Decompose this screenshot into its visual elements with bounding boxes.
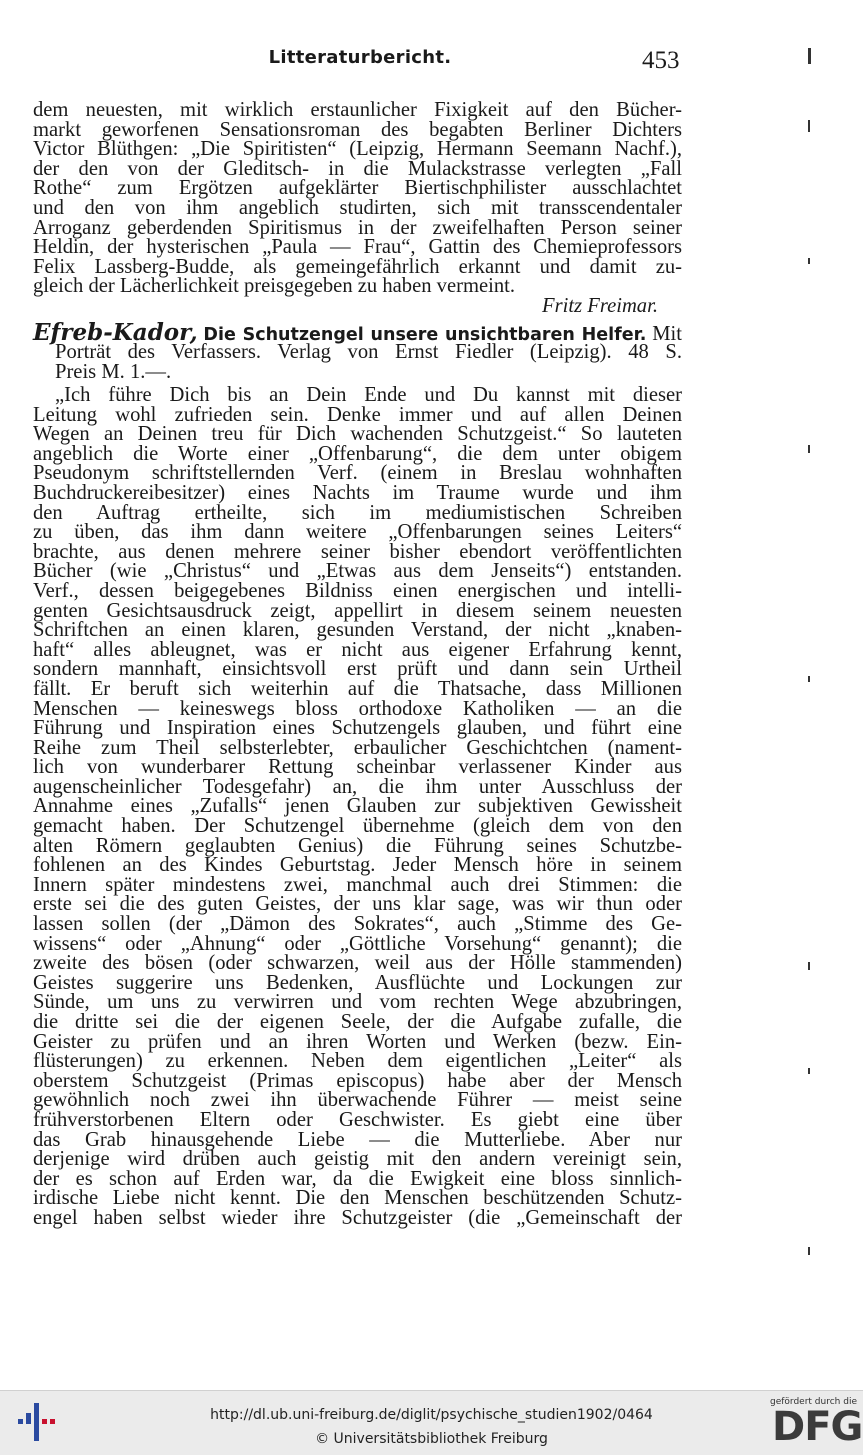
text-line: Annahme eines „Zufalls“ jenen Glauben zur subjektiven Gewissheit — [33, 795, 682, 818]
text-line: lich von wunderbarer Rettung scheinbar verlassener Kinder aus — [33, 756, 682, 779]
margin-mark — [808, 258, 810, 264]
text-line: Felix Lassberg-Budde, als gemeingefährlich erkannt und damit zu- — [33, 255, 682, 278]
text-line: Heldin, der hysterischen „Paula — Frau“, Gattin des Chemieprofessors — [33, 236, 682, 259]
running-header: Litteraturbericht. — [268, 47, 452, 68]
text-line: flüsterungen) zu erkennen. Neben dem eigentlichen „Leiter“ als — [33, 1050, 682, 1073]
reviewer-signature: Fritz Freimar. — [542, 294, 658, 317]
text-line: Wegen an Deinen treu für Dich wachenden Schutzgeist.“ So lauteten — [33, 423, 682, 446]
review-1 — [33, 101, 682, 317]
source-url-link[interactable]: http://dl.ub.uni-freiburg.de/diglit/psychische_studien1902/0464 — [210, 1407, 653, 1423]
entry-heading-line — [33, 319, 683, 346]
entry-price-line: Preis M. 1.—. — [55, 360, 172, 383]
text-line: haft“ alles ableugnet, was er nicht aus eigener Erfahrung kennt, — [33, 638, 682, 661]
dfg-caption: gefördert durch die — [770, 1397, 857, 1407]
text-line: augenscheinlicher Todesgefahr) an, die ihm unter Ausschluss der — [33, 775, 682, 798]
text-line: Schriftchen an einen klaren, gesunden Verstand, der nicht „knaben- — [33, 619, 682, 642]
margin-mark — [808, 1247, 810, 1255]
text-line: oberstem Schutzgeist (Primas episcopus) habe aber der Mensch — [33, 1069, 682, 1092]
text-line: Arroganz geberdenden Spiritismus in der zweifelhaften Person seiner — [33, 216, 682, 239]
text-line: engel haben selbst wieder ihre Schutzgeister (die „Gemeinschaft der — [33, 1206, 682, 1229]
text-line: genten Gesichtsausdruck zeigt, appellirt in diesem seinem neuesten — [33, 599, 682, 622]
margin-mark — [808, 1068, 810, 1074]
text-line: Innern später mindestens zwei, manchmal auch drei Stimmen: die — [33, 873, 682, 896]
text-line: das Grab hinausgehende Liebe — die Mutterliebe. Aber nur — [33, 1128, 682, 1151]
text-line: der es schon auf Erden war, da die Ewigkeit eine bloss sinnlich- — [33, 1167, 682, 1190]
entry-author: Efreb-Kador, — [33, 319, 198, 346]
text-line: lassen sollen (der „Dämon des Sokrates“, auch „Stimme des Ge- — [33, 913, 682, 936]
text-line: sondern mannhaft, einsichtsvoll erst prüft und dann sein Urtheil — [33, 658, 682, 681]
copyright-notice: © Universitätsbibliothek Freiburg — [315, 1431, 548, 1447]
text-line: zweite des bösen (oder schwarzen, weil aus der Hölle stammenden) — [33, 952, 682, 975]
entry-2-heading — [33, 319, 683, 383]
text-line: gemacht haben. Der Schutzengel übernehme (gleich dem von den — [33, 815, 682, 838]
margin-mark — [808, 120, 810, 132]
margin-mark — [808, 676, 810, 682]
text-line: Buchdruckereibesitzer) eines Nachts im Traume wurde und ihm — [33, 481, 682, 504]
margin-mark — [808, 962, 810, 970]
text-line: fällt. Er beruft sich weiterhin auf die Thatsache, dass Millionen — [33, 677, 682, 700]
text-line: Reihe zum Theil selbsterlebter, erbaulicher Geschichtchen (nament- — [33, 736, 682, 759]
text-line: Victor Blüthgen: „Die Spiritisten“ (Leipzig, Hermann Seemann Nachf.), — [33, 138, 682, 161]
text-line: „Ich führe Dich bis an Dein Ende und Du kannst mit dieser — [55, 384, 682, 406]
text-line: dem neuesten, mit wirklich erstaunlicher Fixigkeit auf den Bücher- — [33, 99, 682, 121]
text-line: Sünde, um uns zu verwirren und vom rechten Wege abzubringen, — [33, 991, 682, 1014]
text-line: Leitung wohl zufrieden sein. Denke immer und auf allen Deinen — [33, 403, 682, 426]
text-line: der den von der Gleditsch- in die Mulackstrasse verlegten „Fall — [33, 157, 682, 180]
text-line: Geister zu prüfen und an ihren Worten und Werken (bezw. Ein- — [33, 1030, 682, 1053]
text-line: Pseudonym schriftstellernden Verf. (einem in Breslau wohnhaften — [33, 462, 682, 485]
text-line: erste sei die des guten Geistes, der uns klar sage, was wir thun oder — [33, 893, 682, 916]
margin-mark — [808, 445, 810, 453]
text-line: Verf., dessen beigegebenes Bildniss einen energischen und intelli- — [33, 579, 682, 602]
text-line: Rothe“ zum Ergötzen aufgeklärter Biertischphilister ausschlachtet — [33, 177, 682, 200]
text-line: den Auftrag ertheilte, sich im mediumistischen Schreiben — [33, 501, 682, 524]
text-line: gleich der Lächerlichkeit preisgegeben zu haben vermeint. — [33, 275, 516, 298]
dfg-logo: DFG — [772, 1404, 863, 1450]
text-line: wissens“ oder „Ahnung“ oder „Göttliche Vorsehung“ genannt); die — [33, 932, 682, 955]
text-line: die dritte sei die der eigenen Seele, der die Aufgabe zufalle, die — [33, 1011, 682, 1033]
text-line: Menschen — keineswegs bloss orthodoxe Katholiken — an die — [33, 697, 682, 720]
text-line: brachte, aus denen mehrere seiner bisher ebendort veröffentlichten — [33, 540, 682, 563]
entry-publisher-line: Porträt des Verfassers. Verlag von Ernst Fiedler (Leipzig). 48 S. — [55, 341, 682, 363]
page-number: 453 — [642, 47, 680, 74]
viewer-footer — [0, 1390, 863, 1455]
text-line: fohlenen an des Kindes Geburtstag. Jeder Mensch höre in seinem — [33, 854, 682, 877]
text-line: Geistes suggerire uns Bedenken, Ausflüchte und Lockungen zur — [33, 971, 682, 994]
text-line: zu üben, das ihm dann weitere „Offenbarungen seines Leiters“ — [33, 521, 682, 544]
text-line: Führung und Inspiration eines Schutzengels glauben, und führt eine — [33, 717, 682, 740]
text-line: angeblich die Worte einer „Offenbarung“, die dem unter obigem — [33, 442, 682, 465]
text-line: und den von ihm angeblich studirten, sich mit transscendentaler — [33, 196, 682, 219]
text-line: irdische Liebe nicht kennt. Die den Menschen beschützenden Schutz- — [33, 1187, 682, 1210]
review-2-body — [33, 386, 682, 1229]
text-line: derjenige wird drüben auch geistig mit den andern vereinigt sein, — [33, 1148, 682, 1171]
text-line: frühverstorbenen Eltern oder Geschwister. Es giebt eine über — [33, 1108, 682, 1131]
entry-title-rest: Mit — [652, 323, 683, 345]
margin-mark — [808, 48, 811, 64]
text-line: markt geworfenen Sensationsroman des begabten Berliner Dichters — [33, 118, 682, 141]
text-line: alten Römern geglaubten Genius) die Führung seines Schutzbe- — [33, 834, 682, 857]
text-line: gewöhnlich noch zwei ihn überwachende Führer — meist seine — [33, 1089, 682, 1112]
entry-title: Die Schutzengel unsere unsichtbaren Helfer. — [203, 325, 647, 345]
text-line: Bücher (wie „Christus“ und „Etwas aus dem Jenseits“) entstanden. — [33, 560, 682, 583]
